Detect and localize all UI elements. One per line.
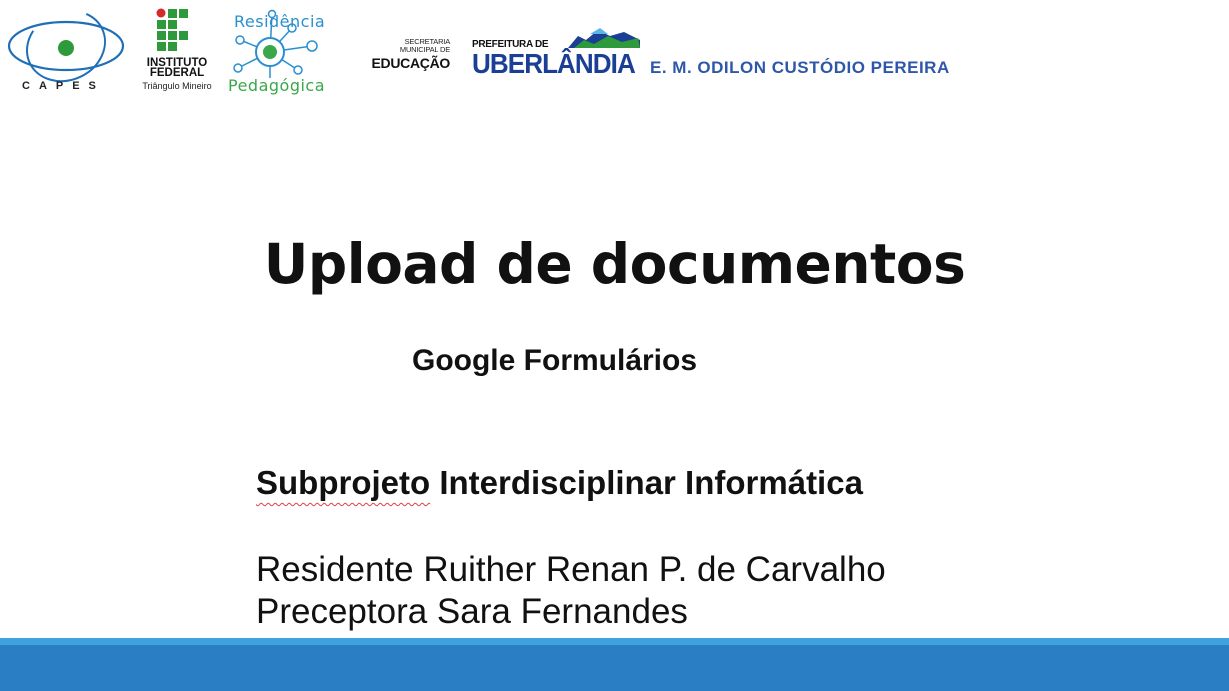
educacao-text: EDUCAÇÃO	[371, 55, 450, 71]
capes-wordmark: CAPES	[22, 80, 105, 92]
pedagogica-text: Pedagógica	[228, 76, 326, 95]
if-line1: INSTITUTO	[146, 57, 208, 69]
prefeitura-uberlandia-logo	[472, 26, 644, 80]
if-grid-icon	[156, 8, 196, 54]
capes-emblem-icon	[6, 4, 128, 84]
school-name: E. M. ODILON CUSTÓDIO PEREIRA	[650, 58, 950, 77]
footer-bar	[0, 638, 1229, 691]
subproject-line	[256, 464, 863, 502]
uberlandia-landscape-icon	[568, 26, 640, 50]
prefeitura-small-text: PREFEITURA DE	[472, 39, 549, 50]
slide-title: Upload de documentos	[263, 232, 966, 296]
if-line2: FEDERAL	[149, 67, 205, 79]
if-line3: Triângulo Mineiro	[142, 81, 212, 91]
secretaria-line1: SECRETARIA	[404, 37, 450, 46]
resident-line: Residente Ruither Renan P. de Carvalho	[256, 550, 886, 589]
secretaria-line2: MUNICIPAL DE	[399, 45, 450, 54]
residencia-text: Residência	[234, 12, 326, 31]
slide-subtitle: Google Formulários	[412, 344, 698, 377]
preceptor-line: Preceptora Sara Fernandes	[256, 592, 688, 631]
residencia-pedagogica-logo	[226, 6, 354, 98]
uberlandia-text: UBERLÂNDIA	[472, 48, 635, 79]
capes-logo	[6, 4, 128, 96]
instituto-federal-logo	[132, 8, 222, 98]
secretaria-educacao-logo	[354, 38, 450, 78]
subproject-rest: Interdisciplinar Informática	[430, 464, 863, 501]
subproject-first-word: Subprojeto	[256, 464, 431, 501]
